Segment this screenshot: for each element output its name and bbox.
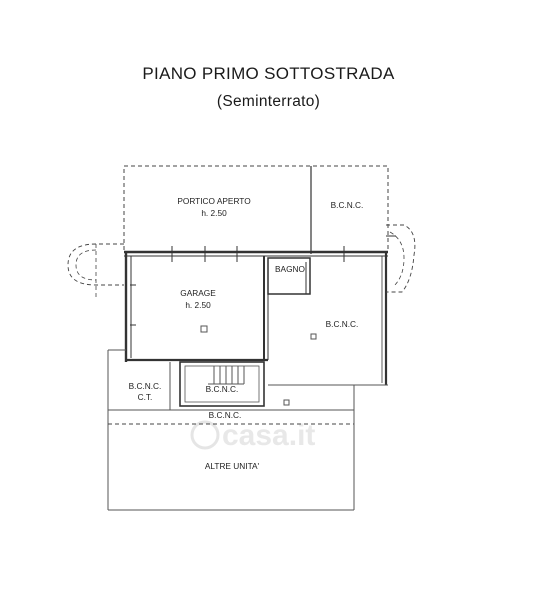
room-ct-label: C.T.: [137, 392, 153, 402]
room-bcnc-ct-label: B.C.N.C.: [128, 381, 162, 391]
room-garage-label: GARAGE: [180, 288, 216, 298]
room-portico-label: PORTICO APERTO: [177, 196, 251, 206]
column-marker: [201, 326, 207, 332]
column-marker: [311, 334, 316, 339]
portico-outline: [124, 166, 388, 254]
right-external-stair-icon: [386, 225, 415, 292]
plan-title: PIANO PRIMO SOTTOSTRADA: [142, 64, 395, 83]
room-bcnc-corridor-label: B.C.N.C.: [208, 410, 242, 420]
room-bagno-label: BAGNO: [275, 264, 305, 274]
left-external-stair-icon: [68, 244, 124, 300]
watermark: [192, 419, 315, 452]
watermark-text: casa.it: [222, 419, 316, 452]
column-marker: [284, 400, 289, 405]
stairs-icon: [208, 366, 244, 384]
room-portico-height: h. 2.50: [201, 208, 227, 218]
watermark-logo-icon: [192, 422, 218, 448]
room-altre-unita-label: ALTRE UNITA': [204, 461, 260, 471]
window-marks: [130, 246, 344, 325]
room-bcnc-top-right-label: B.C.N.C.: [330, 200, 364, 210]
room-bcnc-center-label: B.C.N.C.: [205, 384, 239, 394]
room-bcnc-right-label: B.C.N.C.: [325, 319, 359, 329]
room-garage-height: h. 2.50: [185, 300, 211, 310]
plan-subtitle: (Seminterrato): [216, 93, 321, 110]
